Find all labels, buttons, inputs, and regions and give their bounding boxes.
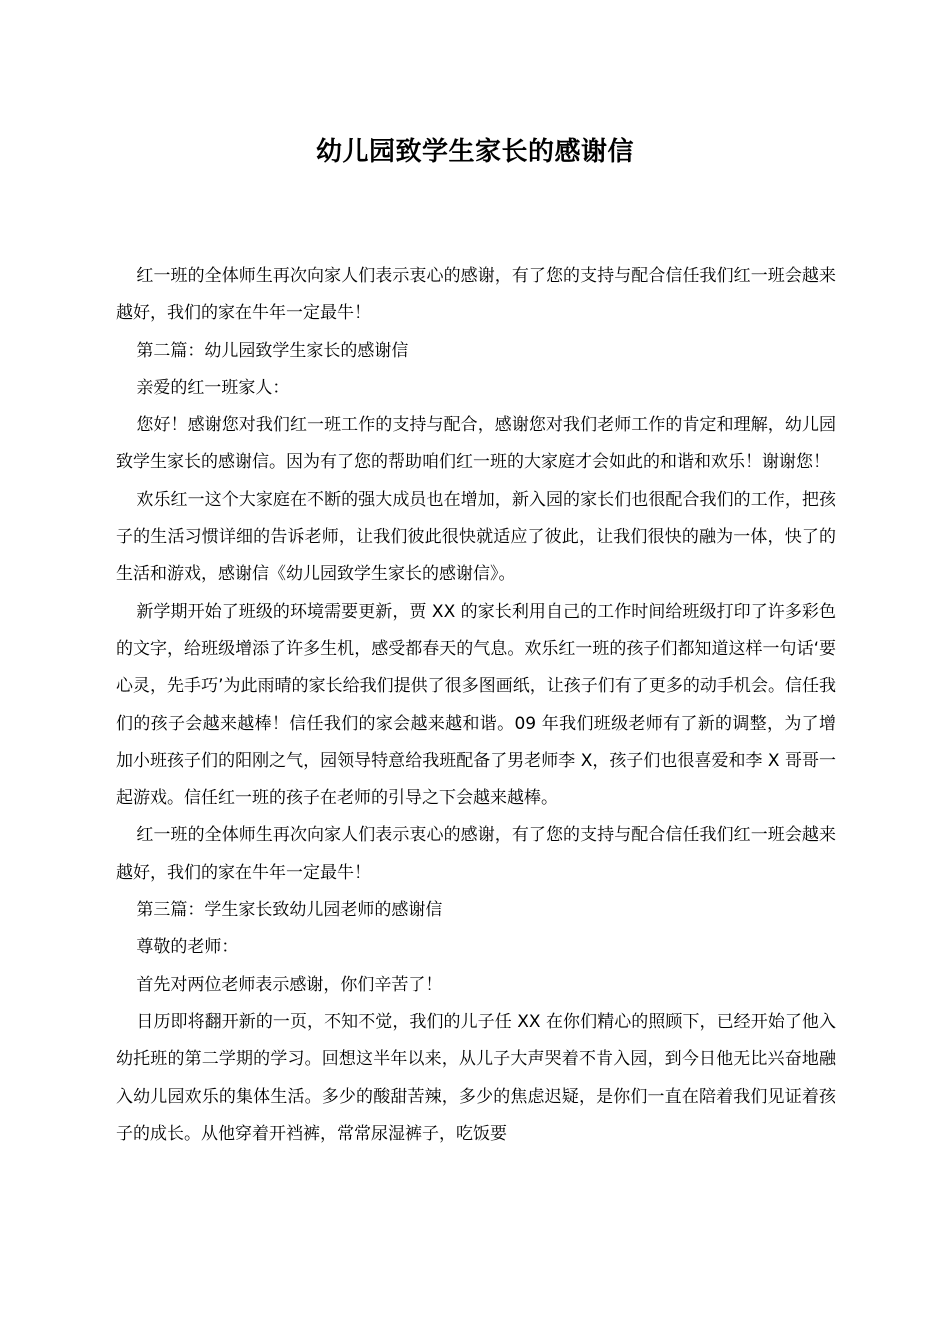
section-heading-3: 第三篇：学生家长致幼儿园老师的感谢信 (136, 900, 443, 921)
salutation-3: 尊敬的老师： (136, 937, 239, 958)
paragraph-10: 首先对两位老师表示感谢，你们辛苦了！ (136, 974, 443, 995)
paragraph-11: 日历即将翻开新的一页，不知不觉，我们的儿子任 XX 在你们精心的照顾下，已经开始了他入幼托班的第二学期的学习。回想这半年以来，从儿子大声哭着不肯入园，到今日他无比兴奋地融入幼儿园欢乐的集体生活。多少的酸甜苦辣，多少的焦虑迟疑，是你们一直在陪着我们见证着孩子的成长。从他穿着开裆裤，常常尿湿裤子，吃饭要 (116, 1011, 836, 1144)
paragraph-6: 新学期开始了班级的环境需要更新，贾 XX 的家长利用自己的工作时间给班级打印了许多彩色的文字，给班级增添了许多生机，感受都春天的气息。欢乐红一班的孩子们都知道这样一句话‘要心灵，先手巧’为此雨晴的家长给我们提供了很多图画纸，让孩子们有了更多的动手机会。信任我们的孩子会越来越棒！信任我们的家会越来越和谐。09 年我们班级老师有了新的调整，为了增加小班孩子们的阳刚之气，园领导特意给我班配备了男老师李 X，孩子们也很喜爱和李 X 哥哥一起游戏。信任红一班的孩子在老师的引导之下会越来越棒。 (116, 601, 836, 809)
document-body (116, 258, 836, 1153)
paragraph-4: 您好！感谢您对我们红一班工作的支持与配合，感谢您对我们老师工作的肯定和理解，幼儿园致学生家长的感谢信。因为有了您的帮助咱们红一班的大家庭才会如此的和谐和欢乐！谢谢您！ (116, 415, 836, 473)
paragraph-1: 红一班的全体师生再次向家人们表示衷心的感谢，有了您的支持与配合信任我们红一班会越来越好，我们的家在牛年一定最牛！ (116, 266, 836, 324)
paragraph-5: 欢乐红一这个大家庭在不断的强大成员也在增加，新入园的家长们也很配合我们的工作，把孩子的生活习惯详细的告诉老师，让我们彼此很快就适应了彼此，让我们很快的融为一体，快了的生活和游戏，感谢信《幼儿园致学生家长的感谢信》。 (116, 489, 836, 585)
section-heading-2: 第二篇：幼儿园致学生家长的感谢信 (136, 340, 409, 361)
salutation-2: 亲爱的红一班家人： (136, 377, 290, 398)
document-title: 幼儿园致学生家长的感谢信 (315, 137, 634, 167)
paragraph-7: 红一班的全体师生再次向家人们表示衷心的感谢，有了您的支持与配合信任我们红一班会越来越好，我们的家在牛年一定最牛！ (116, 825, 836, 883)
